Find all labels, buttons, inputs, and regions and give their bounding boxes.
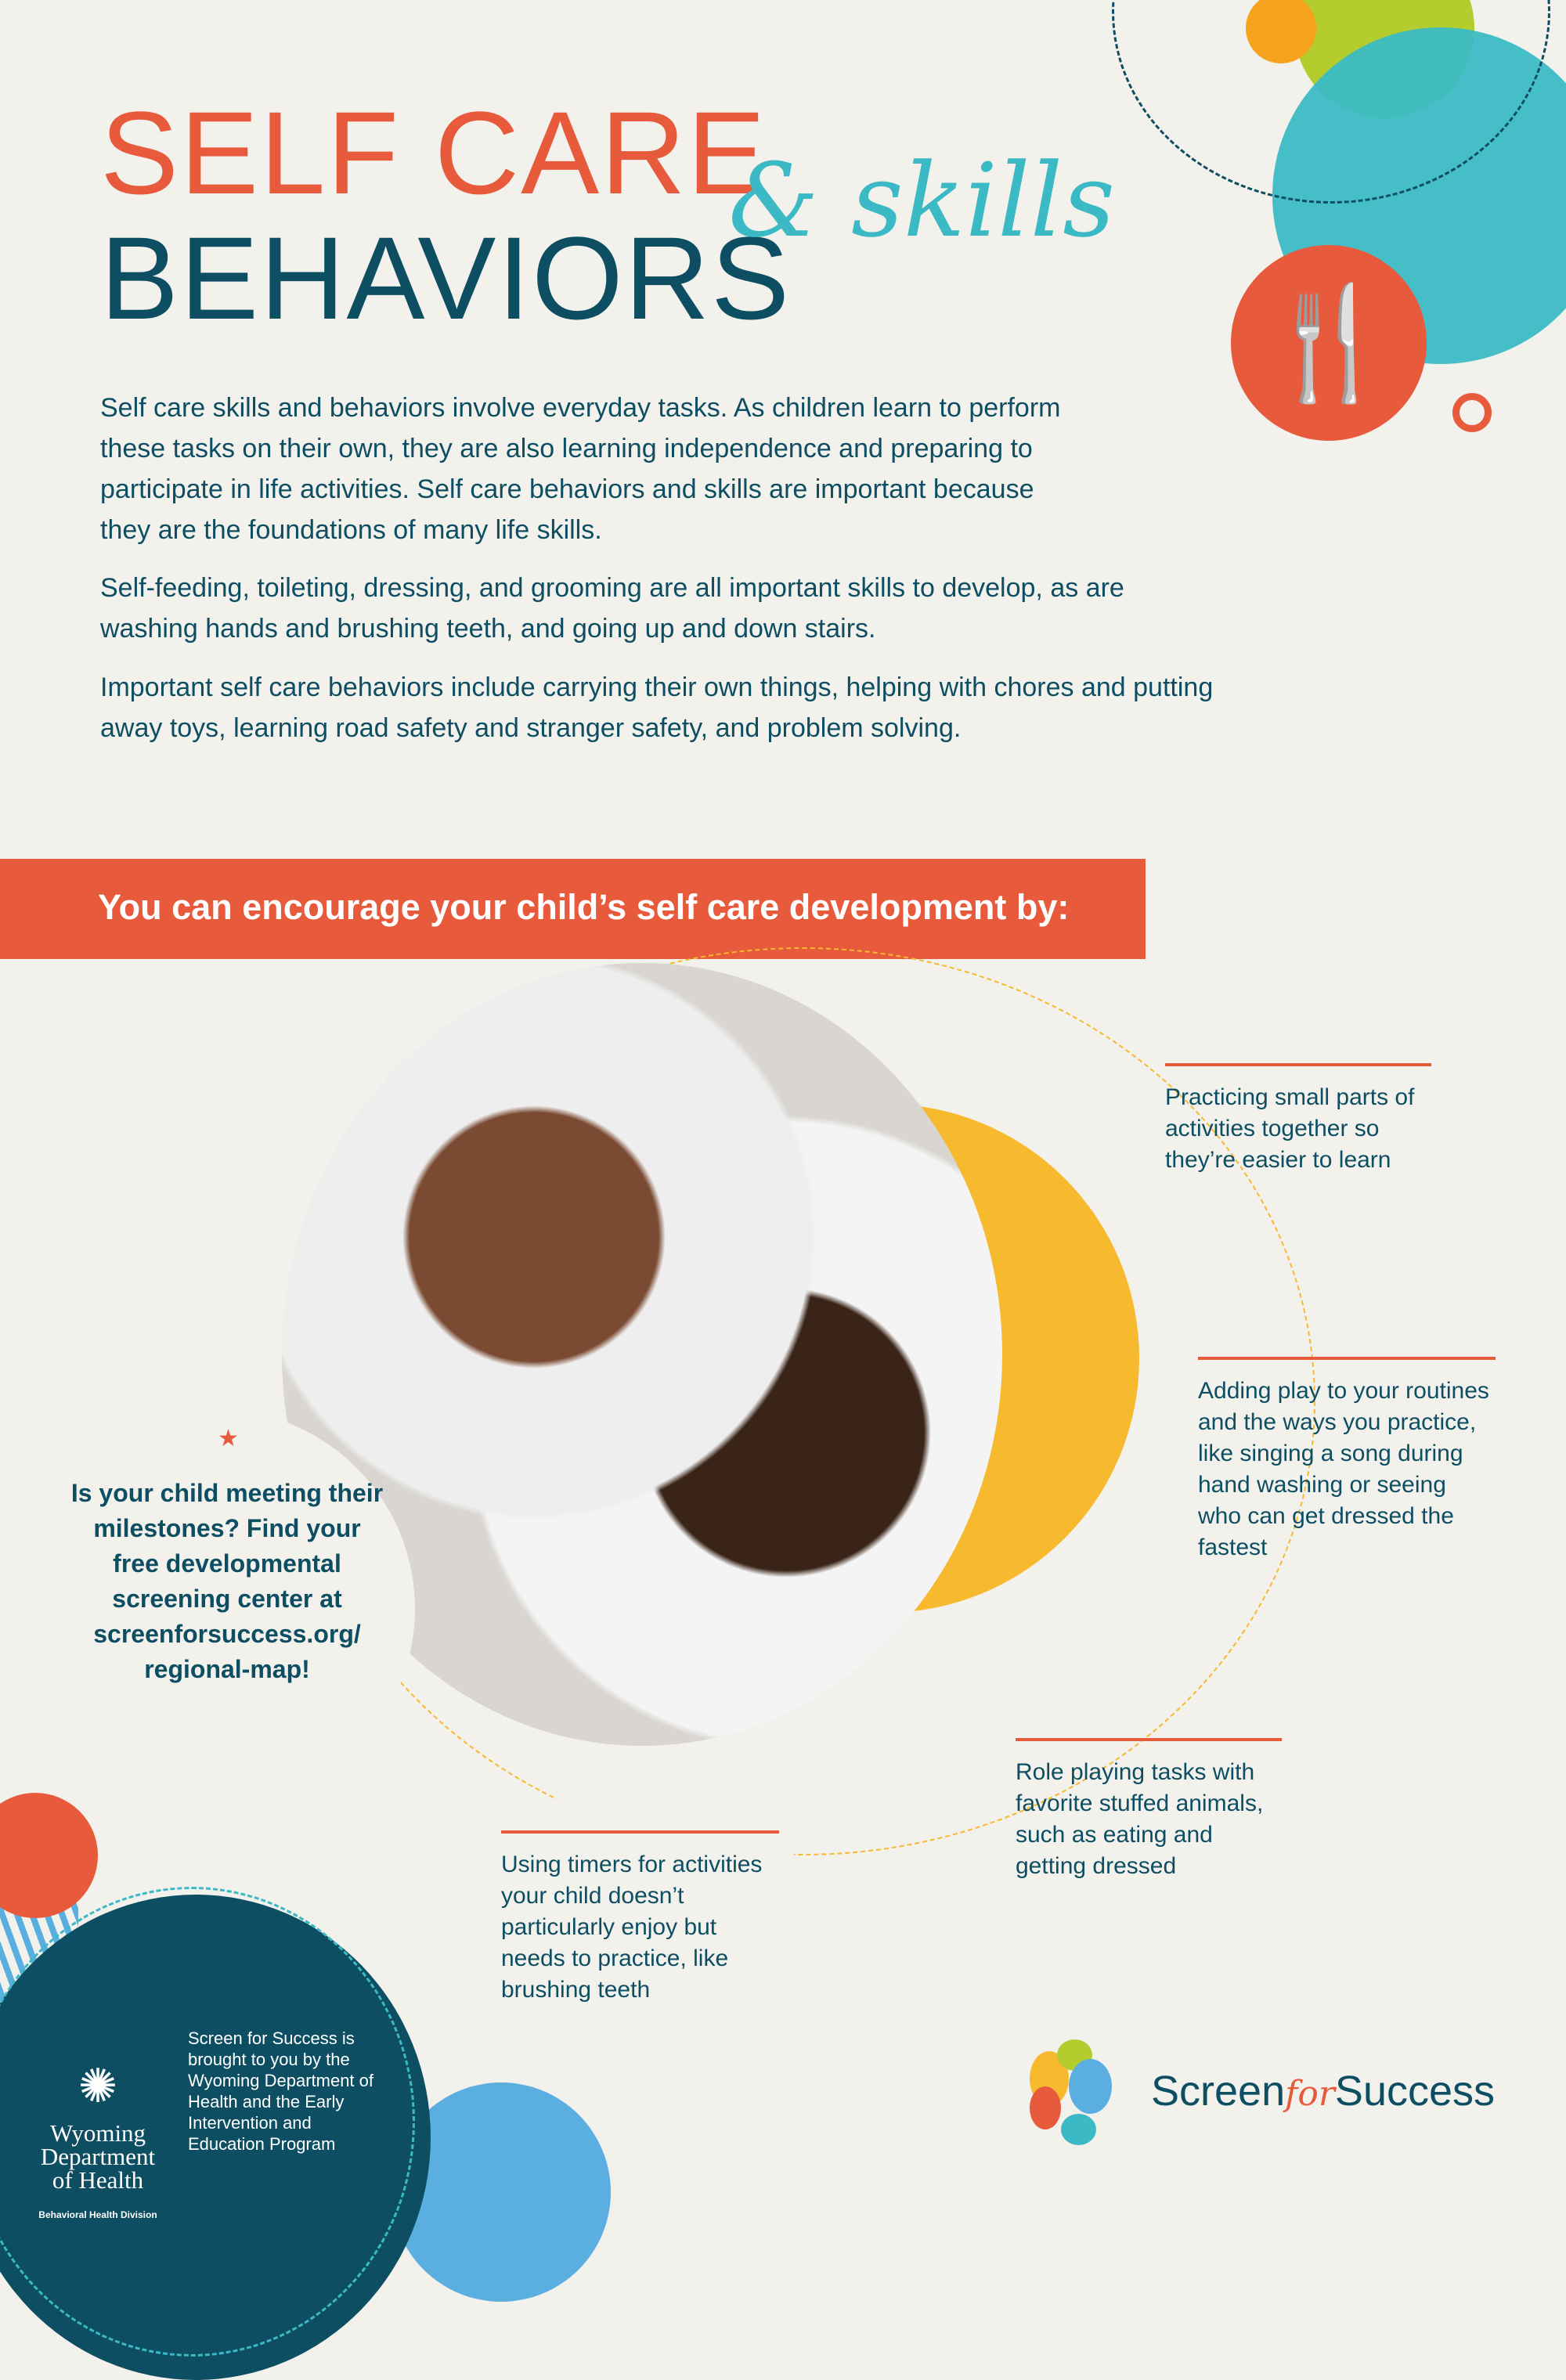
- tip-rule: [1016, 1738, 1282, 1741]
- woh-division: Behavioral Health Division: [38, 2209, 157, 2220]
- sfs-word-for: for: [1285, 2074, 1335, 2114]
- sfs-logo-icon: [1030, 2039, 1116, 2145]
- tip-3: [1016, 1738, 1282, 1882]
- tip-text: Role playing tasks with favorite stuffed animals, such as eating and getting dressed: [1016, 1759, 1264, 1879]
- tip-rule: [1165, 1063, 1431, 1066]
- tip-text: Using timers for activities your child doesn’t particularly enjoy but needs to practice, like brushing teeth: [501, 1852, 763, 2003]
- people-circle-icon: ✺: [78, 2061, 118, 2112]
- tip-2: [1198, 1357, 1496, 1563]
- deco-circle-orange-bottom: [0, 1793, 98, 1918]
- tip-rule: [1198, 1357, 1496, 1360]
- fork-spoon-icon: 🍴: [1231, 245, 1427, 441]
- wyoming-health-logo: [31, 2051, 164, 2227]
- banner-text: You can encourage your child’s self care development by:: [98, 887, 1070, 927]
- sfs-word-2: Success: [1334, 2068, 1496, 2115]
- title-line1: SELF CARE: [100, 87, 767, 218]
- banner: [0, 859, 1146, 959]
- star-icon: ★: [218, 1426, 239, 1451]
- tip-4: [501, 1830, 779, 2006]
- screen-for-success-logo: [1151, 2067, 1495, 2115]
- intro-paragraph-3: Important self care behaviors include carrying their own things, helping with chores and putting away toys, learning road safety and stranger safety, and problem solving.: [100, 673, 1214, 743]
- woh-name: Wyoming Department of Health: [40, 2119, 156, 2194]
- deco-ring-small: [1452, 393, 1492, 432]
- intro-paragraph-2: Self-feeding, toileting, dressing, and grooming are all important skills to develop, as are washing hands and brushing teeth, and going up and down stairs.: [100, 573, 1124, 644]
- title-line2: BEHAVIORS: [100, 212, 792, 344]
- tip-text: Adding play to your routines and the ways you practice, like singing a song during hand washing or seeing who can get dressed the fastest: [1198, 1378, 1489, 1560]
- sfs-word-1: Screen: [1151, 2068, 1286, 2115]
- title-script: & skills: [728, 141, 1115, 260]
- tip-1: [1165, 1063, 1431, 1176]
- intro-paragraph-1: Self care skills and behaviors involve everyday tasks. As children learn to perform these tasks on their own, they are also learning independence and preparing to participate in life activities. Self care behaviors and skills are important because they are the foundations of many life skills.: [100, 393, 1061, 545]
- tip-text: Practicing small parts of activities together so they’re easier to learn: [1165, 1084, 1415, 1173]
- footer-credit: Screen for Success is brought to you by the Wyoming Department of Health and the Early Intervention and Education Program: [188, 2028, 374, 2154]
- milestone-callout: Is your child meeting their milestones? Find your free developmental screening center at screenforsuccess.org/ regional-map!: [70, 1479, 384, 1683]
- tip-rule: [501, 1830, 779, 1834]
